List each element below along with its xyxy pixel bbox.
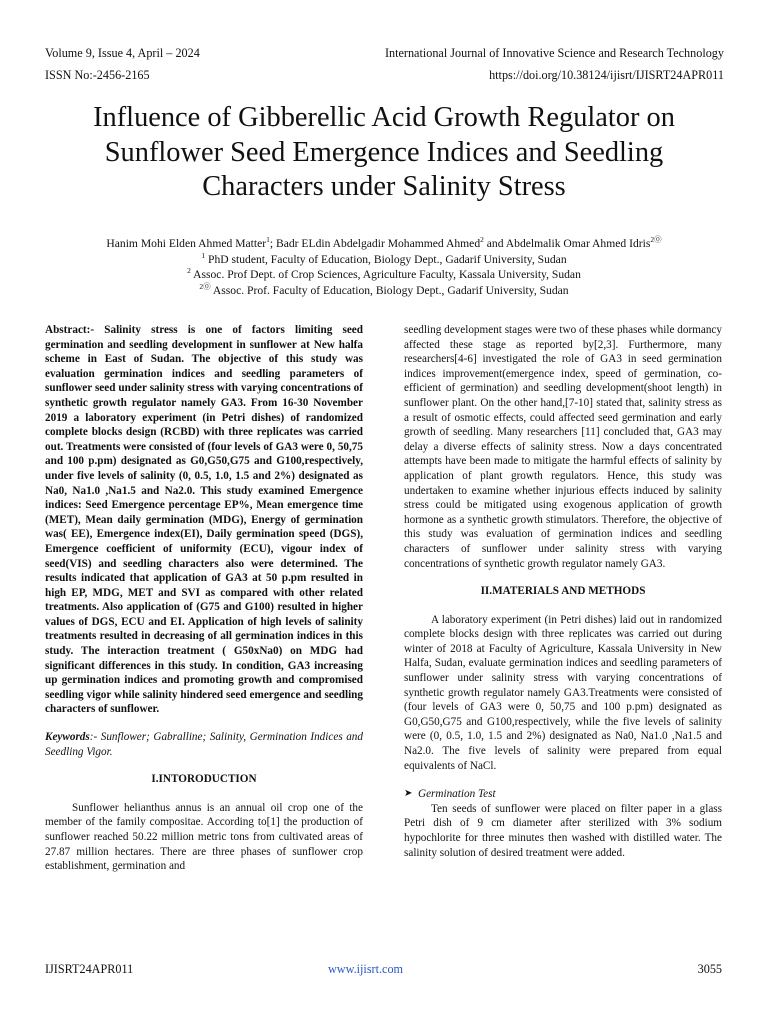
author-1-marker: 1 — [266, 235, 270, 245]
right-column — [404, 323, 722, 860]
affiliation-3-marker: 2⓪ — [199, 281, 211, 291]
paper-title — [40, 101, 728, 205]
affiliation-1-marker: 1 — [201, 250, 206, 260]
abstract: Abstract:- Salinity stress is one of factors limiting seed germination and seedling development in sunflower at New halfa scheme in East of Sudan. The objective of this study was evaluation germination indices and seedling parameters of sunflower seed under salinity stress with varying concentrations of synthetic growth regulator namely GA3. From 16-30 November 2019 a laboratory experiment (in Petri dishes) of randomized complete blocks design (RCBD) with three replicates was carried out. Treatments were consisted of (four levels of GA3 were 0, 50,75 and 100 p.pm) designated as G0,G50,G75 and G100,respectively, under five levels of salinity (0, 0.5, 1.0, 1.5 and 2%) designated as Na0, Na1.0 ,Na1.5 and Na2.0. This study examined Emergence indices: Seed Emergence percentage EP%, Mean emergence time (MET), Mean daily germination (MDG), Energy of germination was( EE), Emergence index(EI), Daily germination speed (DGS), Emergence coefficient of uniformity (ECU), vigour index of seed(VIS) and seedling characters also were determined. The results indicated that application of GA3 at 50 p.pm resulted in high EP, MDG, MET and SVI as compared with other related treatments. Also application of (G75 and G100) resulted in higher values of DGS, ECU and EI. Application of high levels of salinity treatments resulted in decreasing of all germination indices in this study. The interaction treatment ( G50xNa0) on MDG had significant differences in this study. In condition, GA3 increasing up germination indices and promoting growth and compromised seedling vigor while salinity hindered seed emergence and seedling characters of sunflower. — [45, 324, 363, 716]
affiliation-1 — [30, 252, 738, 268]
section-heading-introduction: I.INTORODUCTION — [151, 773, 257, 786]
author-list — [30, 236, 738, 252]
affiliation-2 — [30, 267, 738, 283]
arrow-bullet-icon: ➤ — [404, 788, 413, 800]
subsection-title: Germination Test — [418, 788, 496, 801]
affiliation-1-text: PhD student, Faculty of Education, Biology Dept., Gadarif University, Sudan — [205, 252, 567, 266]
author-2-marker: 2 — [480, 235, 484, 245]
methods-paragraph-1: A laboratory experiment (in Petri dishes) laid out in randomized complete blocks design with three replicates was carried out during winter of 2018 at Faculty of Agriculture, Kassala University in New Halfa, Sudan, evaluate germination indices and seedling parameters of sunflower under salinity stress with varying concentrations of synthetic growth regulator namely GA3.Treatments were consisted of (four levels of GA3 were 0, 50,75 and 100 p.pm) designated as G0,G50,G75 and G100,respectively, while the five levels of salinity were (0, 0.5, 1.0, 1.5 and 2%) designated as Na0, Na1.0 ,Na1.5 and Na2.0. The five levels of salinity were prepared from equal equivalents of NaCl. — [404, 613, 722, 772]
author-3-marker: 2⓪ — [650, 235, 662, 245]
title-line-2: Sunflower Seed Emergence Indices and Seedling — [104, 136, 664, 168]
subsection-germination-test — [404, 787, 722, 802]
author-3: and Abdelmalik Omar Ahmed Idris — [483, 237, 651, 250]
methods-paragraph-2: Ten seeds of sunflower were placed on filter paper in a glass Petri dish of 9 cm diameter after sterilized with 3% sodium hypochlorite for three minutes then washed with distilled water. The salinity solution of desired treatment were added. — [404, 802, 722, 859]
intro-paragraph-2: seedling development stages were two of these phases while dormancy affected these stage as reported by[2,3]. Furthermore, many researchers[4-6] investigated the role of GA3 in seed germination indices improvement(emergence index, speed of germination, co-efficient of germination) and seedling development(shoot length) in sunflower plant. On the other hand,[7-10] stated that, salinity stress as a result of osmotic effects, could affected seed germination and early growth of seedling. Many researchers [11] concluded that, GA3 may delay a diverse effects of salinity stress. Now a days concentrated attempts have been made to mitigate the harmful effects of salinity by application of plant growth regulators. Hence, this study was undertaken to examine whether injurious effects induced by salinity stress could be mitigated using exogenous application of growth hormone as a synthetic growth stimulators. Therefore, the objective of this study was evaluation of germination indices and seedling characters of sunflower under salinity stress with varying concentrations of synthetic growth regulator namely GA3. — [404, 324, 722, 570]
intro-paragraph-1: Sunflower helianthus annus is an annual oil crop one of the member of the family compositae. According to[1] the production of sunflower reached 50.22 million metric tons from cultivated areas of 27.87 million hectares. There are three phases of sunflower crop establishment, germination and — [45, 801, 363, 873]
affiliation-2-text: Assoc. Prof Dept. of Crop Sciences, Agriculture Faculty, Kassala University, Sudan — [190, 268, 581, 281]
title-line-1: Influence of Gibberellic Acid Growth Regulator on — [93, 102, 675, 133]
keywords-label: Keywords — [45, 731, 90, 744]
title-line-3: Characters under Salinity Stress — [202, 171, 566, 202]
journal-name: International Journal of Innovative Science and Research Technology — [384, 46, 724, 60]
author-1: Hanim Mohi Elden Ahmed Matter — [106, 237, 267, 250]
issn: ISSN No:-2456-2165 — [45, 68, 150, 82]
volume-info: Volume 9, Issue 4, April – 2024 — [45, 46, 200, 60]
author-block — [30, 236, 738, 298]
doi-link[interactable]: https://doi.org/10.38124/ijisrt/IJISRT24APR011 — [489, 68, 724, 82]
section-heading-methods: II.MATERIALS AND METHODS — [480, 585, 646, 598]
left-column — [45, 323, 363, 874]
footer-website-link[interactable]: www.ijisrt.com — [328, 962, 404, 976]
affiliation-3-text: Assoc. Prof. Faculty of Education, Biology Dept., Gadarif University, Sudan — [210, 283, 569, 297]
affiliation-2-marker: 2 — [187, 266, 191, 276]
affiliation-3 — [30, 283, 738, 299]
author-2: ; Badr ELdin Abdelgadir Mohammed Ahmed — [269, 237, 481, 250]
keywords-text: :- Sunflower; Gabralline; Salinity, Germination Indices and Seedling Vigor. — [45, 731, 363, 758]
keywords — [45, 730, 363, 759]
footer-page-number: 3055 — [697, 962, 722, 976]
footer-paper-id: IJISRT24APR011 — [45, 962, 134, 976]
